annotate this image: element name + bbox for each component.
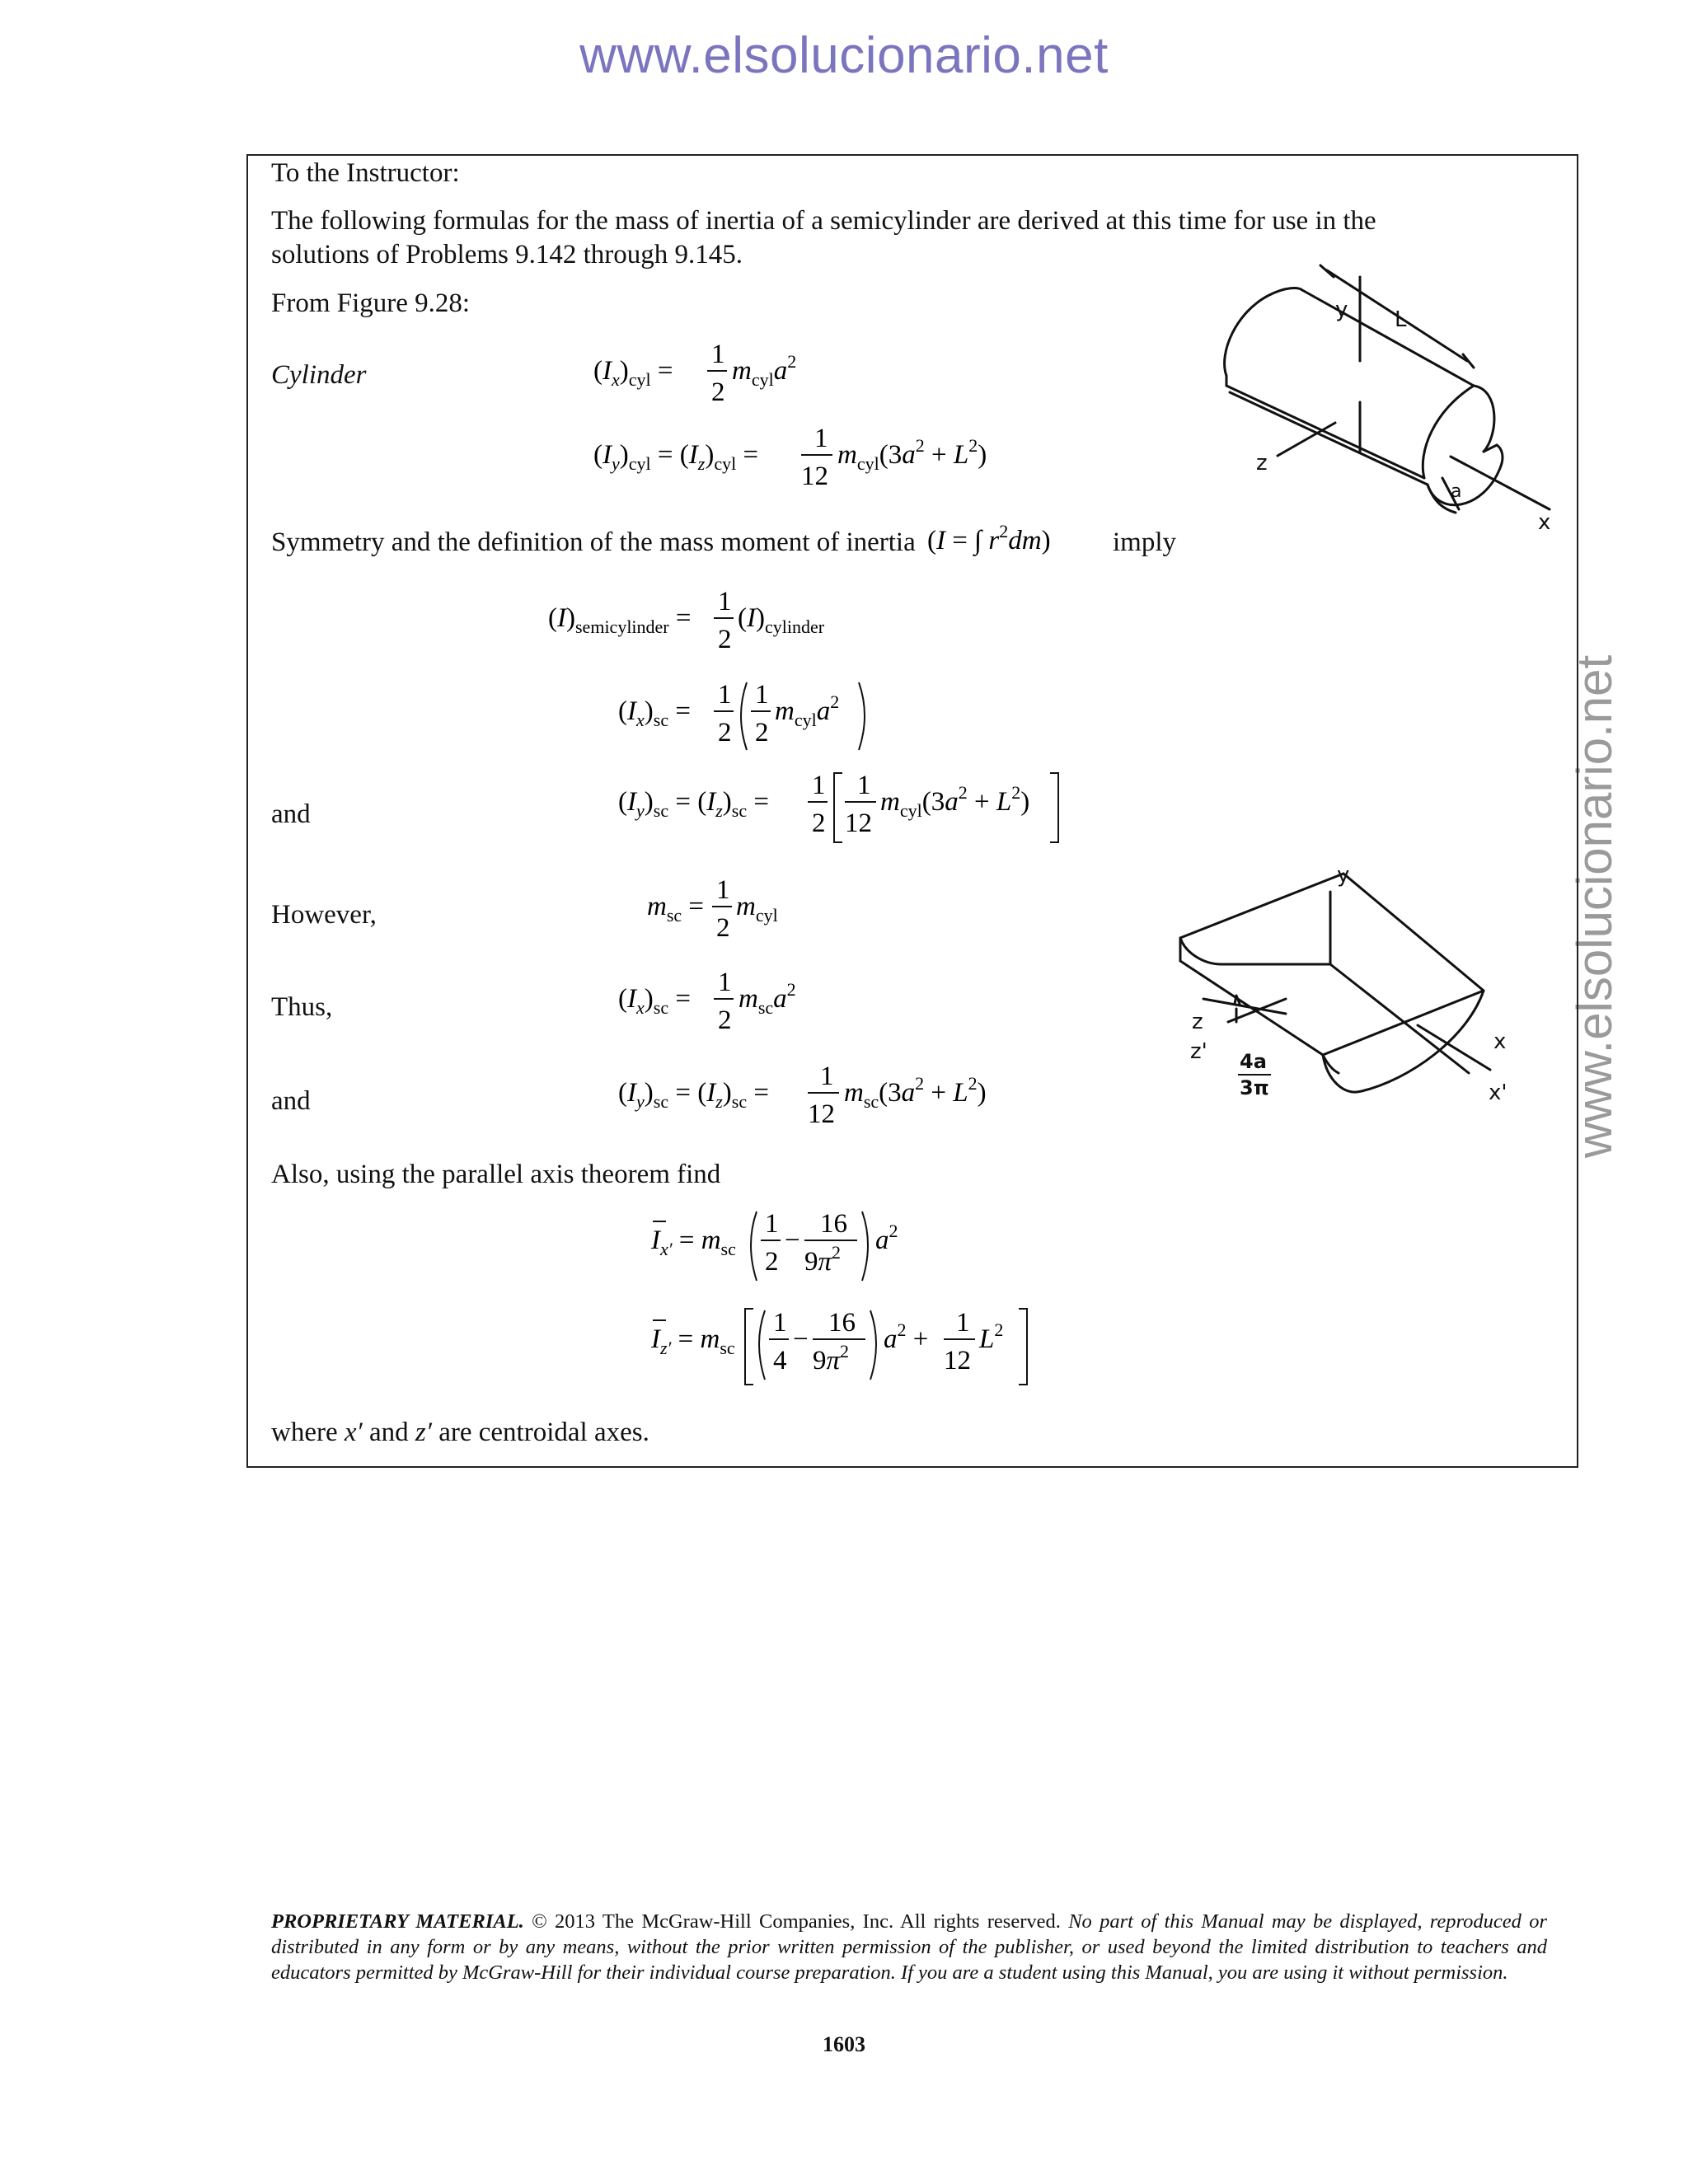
svg-text:L2: $L^2$ (979, 1319, 1004, 1354)
svg-text:(Iy)sc = (Iz)sc =: $(I_y)_{sc} = (I_z)_{sc}$ = (618, 1078, 769, 1112)
where-text: where x′ and z′ are centroidal axes. (271, 1418, 649, 1447)
x-prime-symbol: x′ (344, 1418, 363, 1447)
equation-m-sc (647, 874, 812, 963)
svg-text:12: 12 (944, 1346, 971, 1376)
svg-text:1: 1 (711, 340, 725, 369)
svg-text:msc =: $m_{sc}$ = (647, 892, 705, 926)
cylinder-figure (1212, 262, 1558, 538)
semicylinder-label-y: y (1337, 863, 1350, 888)
svg-text:1: 1 (716, 875, 730, 905)
svg-text:2: 2 (755, 718, 769, 748)
svg-text:1: 1 (820, 1062, 834, 1091)
svg-text:−: − (793, 1324, 809, 1354)
cylinder-label-y: y (1335, 298, 1348, 322)
svg-text:2: 2 (765, 1247, 779, 1277)
semicylinder-label-x-prime: x' (1489, 1080, 1507, 1105)
cylinder-label-l: L (1395, 307, 1407, 332)
svg-text:2: 2 (812, 808, 826, 838)
svg-text:1: 1 (718, 968, 732, 997)
svg-text:9π2: $9\pi^2$ (804, 1242, 842, 1277)
page-number: 1603 (823, 2032, 865, 2056)
semicylinder-label-x: x (1493, 1029, 1507, 1054)
svg-text:(I)cylinder: $(I)_{cylinder}$ (738, 603, 825, 637)
svg-text:2: 2 (718, 625, 732, 654)
svg-text:(I)semicylinder =: $(I)_{semicylinder}$ = (548, 603, 692, 637)
parallel-axis-text: Also, using the parallel axis theorem find (271, 1160, 721, 1189)
svg-text:1: 1 (765, 1209, 779, 1239)
svg-text:9π2: $9\pi^2$ (813, 1341, 850, 1376)
svg-text:mcyl(3a2 + L2): $m_{cyl}(3a^2 + L^2)$ (880, 782, 1030, 821)
svg-text:Ix′ = msc: $I_{x'} = m_{sc}$ (651, 1226, 736, 1259)
from-figure-text: From Figure 9.28: (271, 288, 471, 318)
svg-text:16: 16 (828, 1308, 856, 1338)
intro-line-1: The following formulas for the mass of inertia of a semicylinder are derived at this time for use in the (271, 206, 1376, 236)
however-label: However, (271, 900, 377, 930)
symmetry-text: Symmetry and the definition of the mass moment of inertia (271, 527, 916, 557)
svg-text:mcyl: $m_{cyl}$ (736, 892, 778, 926)
svg-text:msc(3a2 + L2): $m_{sc}(3a^2 + L^2)$ (844, 1073, 987, 1112)
svg-text:a2 +: $a^2$ + (884, 1319, 929, 1354)
cylinder-label-z: z (1256, 451, 1268, 476)
svg-text:1: 1 (857, 771, 871, 800)
svg-text:−: − (785, 1226, 800, 1255)
symmetry-tail: imply (1113, 527, 1177, 557)
equation-iz-centroidal (651, 1302, 1047, 1400)
equation-ix-sc-1 (618, 674, 882, 772)
semicylinder-label-z: z (1192, 1010, 1203, 1034)
svg-text:1: 1 (755, 680, 769, 710)
equation-iy-sc-1 (618, 765, 1080, 863)
note-heading: To the Instructor: (271, 158, 460, 188)
copyright-footer: PROPRIETARY MATERIAL. © 2013 The McGraw-Hill Companies, Inc. All rights reserved. No part of this Manual may be displayed, reproduced or distributed in any form or by any means, without the prior written permission of the publisher, or used beyond the limited distribution to teachers and educators permitted by McGraw-Hill for their individual course preparation. If you are a student using this Manual, you are using it without permission. (271, 1910, 1547, 1984)
equation-semicylinder-general (548, 585, 878, 675)
and-label-2: and (271, 1086, 311, 1116)
watermark-side: www.elsolucionario.net (1567, 654, 1622, 1159)
cylinder-label-a: a (1451, 481, 1462, 502)
svg-text:(Iy)cyl = (Iz)cyl =: $(I_y)_{cyl} = (I_z)_{cyl}$ = (593, 440, 759, 474)
and-label-1: and (271, 799, 311, 829)
thus-label: Thus, (271, 992, 333, 1022)
svg-text:mcyla2: $m_{cyl}a^2$ (732, 351, 797, 390)
svg-text:12: 12 (801, 462, 828, 491)
svg-text:1: 1 (718, 680, 732, 710)
svg-text:2: 2 (716, 913, 730, 943)
cylinder-label: Cylinder (271, 360, 367, 390)
svg-text:(Iy)sc = (Iz)sc =: $(I_y)_{sc} = (I_z)_{sc}$ = (618, 787, 769, 821)
svg-text:Iz′ = msc: $I_{z'} = m_{sc}$ (651, 1324, 735, 1358)
equation-definition (927, 514, 1125, 571)
equation-ix-cyl (593, 338, 808, 428)
svg-text:1: 1 (956, 1308, 970, 1338)
svg-text:1: 1 (718, 587, 732, 616)
watermark-top: www.elsolucionario.net (579, 27, 1109, 84)
semicylinder-label-3pi: 3π (1240, 1076, 1269, 1099)
svg-text:(Ix)cyl =: $(I_x)_{cyl}$ = (593, 356, 673, 390)
svg-text:2: 2 (711, 377, 725, 407)
svg-text:(Ix)sc =: $(I_x)_{sc}$ = (618, 984, 691, 1018)
semicylinder-figure (1170, 857, 1517, 1125)
svg-text:(Ix)sc =: $(I_x)_{sc}$ = (618, 696, 691, 730)
equation-ix-centroidal (651, 1203, 923, 1301)
svg-text:mcyl(3a2 + L2): $m_{cyl}(3a^2 + L^2)$ (837, 435, 987, 474)
z-prime-symbol: z′ (415, 1418, 432, 1447)
svg-text:12: 12 (845, 808, 872, 838)
equation-iy-sc-2 (618, 1060, 1030, 1150)
equation-iy-cyl (593, 422, 1022, 512)
svg-text:16: 16 (820, 1209, 847, 1239)
svg-text:(I = ∫ r2dm): (I = ∫ $r^2dm$) (927, 521, 1051, 555)
svg-text:2: 2 (718, 718, 732, 748)
equation-ix-sc-2 (618, 966, 832, 1056)
cylinder-label-x: x (1538, 510, 1551, 535)
semicylinder-label-z-prime: z' (1190, 1039, 1207, 1064)
svg-text:mcyla2: $m_{cyl}a^2$ (775, 691, 840, 730)
svg-text:1: 1 (814, 424, 828, 453)
svg-text:2: 2 (718, 1005, 732, 1035)
intro-line-2: solutions of Problems 9.142 through 9.145. (271, 240, 743, 269)
svg-text:a2: $a^2$ (875, 1221, 898, 1255)
svg-text:4: 4 (773, 1346, 787, 1376)
svg-text:1: 1 (812, 771, 826, 800)
svg-text:msca2: $m_{sc}a^2$ (738, 979, 796, 1018)
svg-text:12: 12 (808, 1099, 835, 1129)
semicylinder-label-4a: 4a (1240, 1050, 1267, 1073)
svg-text:1: 1 (773, 1308, 787, 1338)
